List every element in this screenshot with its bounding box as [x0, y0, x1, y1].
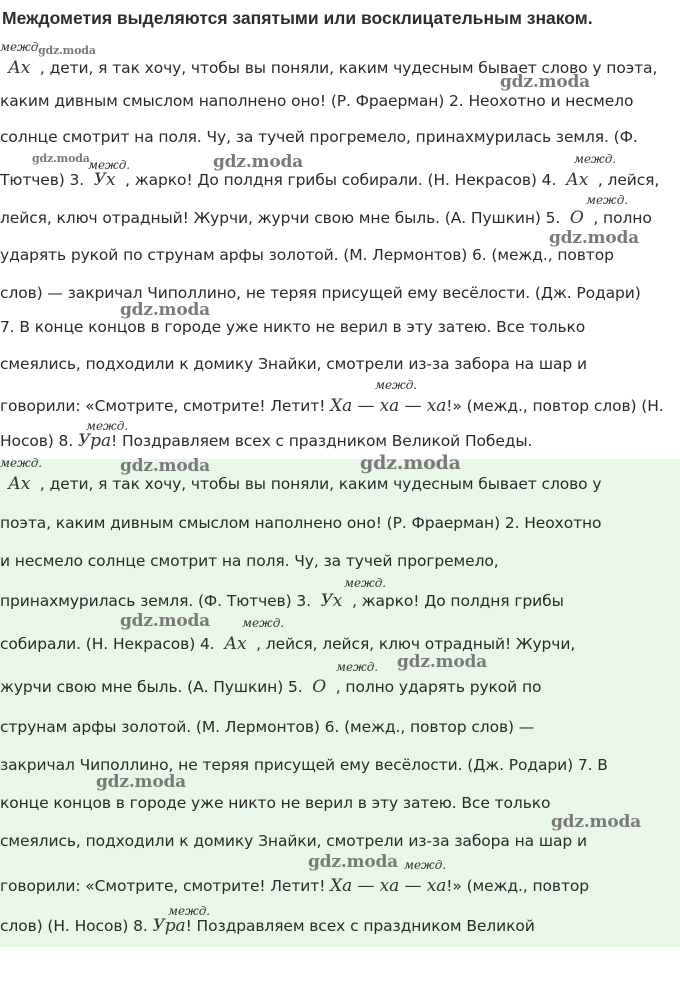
text-line: конце концов в городе уже никто не верил в эту затею. Все только — [0, 794, 551, 812]
text-segment: принахмурилась земля. (Ф. Тютчев) 3. — [0, 592, 311, 610]
page-heading: Междометия выделяются запятыми или восклицательным знаком. — [2, 8, 593, 28]
watermark: gdz.moda — [397, 652, 487, 672]
highlighted-answer-panel — [0, 459, 680, 947]
interjection: Ах — [224, 634, 247, 654]
annotation-label: межд. — [242, 616, 285, 630]
text-line — [0, 876, 589, 896]
text-line — [0, 634, 575, 654]
text-segment: Носов) 8. — [0, 432, 74, 450]
watermark: gdz.moda — [308, 852, 398, 872]
watermark: gdz.moda — [360, 452, 461, 474]
text-segment: слов) (Н. Носов) 8. — [0, 917, 148, 935]
text-segment: собирали. (Н. Некрасов) 4. — [0, 635, 215, 653]
text-segment: говорили: «Смотрите, смотрите! Летит! — [0, 877, 326, 895]
text-line: смеялись, подходили к домику Знайки, смотрели из-за забора на шар и — [0, 832, 587, 850]
watermark: gdz.moda — [38, 44, 96, 57]
text-segment: , полно ударять рукой по — [335, 678, 542, 696]
annotation-label: межд. — [375, 378, 418, 392]
text-segment: , полно — [593, 209, 652, 227]
text-segment: ! Поздравляем всех с праздником Великой — [185, 917, 535, 935]
annotation-label: межд. — [586, 193, 629, 207]
interjection: Ах — [8, 58, 31, 78]
annotation-label: межд. — [344, 576, 387, 590]
text-line — [0, 208, 652, 228]
text-line: каким дивным смыслом наполнено оно! (Р. Фраерман) 2. Неохотно и несмело — [0, 92, 634, 110]
text-segment: !» (межд., повтор слов) (Н. — [446, 397, 664, 415]
annotation-label: межд. — [574, 152, 617, 166]
watermark: gdz.moda — [213, 152, 303, 172]
text-segment: говорили: «Смотрите, смотрите! Летит! — [0, 397, 326, 415]
watermark: gdz.moda — [120, 456, 210, 476]
interjection: О — [569, 208, 584, 228]
annotation-label: межд. — [88, 158, 131, 172]
text-line — [0, 677, 541, 697]
watermark: gdz.moda — [549, 228, 639, 248]
watermark: gdz.moda — [120, 300, 210, 320]
interjection: Ха — ха — ха — [330, 396, 447, 416]
text-line: солнце смотрит на поля. Чу, за тучей прогремело, принахмурилась земля. (Ф. — [0, 128, 638, 146]
interjection: Ух — [93, 170, 116, 190]
annotation-label: межд. — [404, 858, 447, 872]
interjection: Ах — [565, 170, 589, 190]
text-segment: , дети, я так хочу, чтобы вы поняли, каким чудесным бывает слово у поэта, — [39, 59, 658, 77]
watermark: gdz.moda — [500, 72, 590, 92]
text-segment: , лейся, — [597, 171, 660, 189]
text-line: 7. В конце концов в городе уже никто не верил в эту затею. Все только — [0, 318, 586, 336]
watermark: gdz.moda — [96, 772, 186, 792]
text-segment: , жарко! До полдня грибы собирали. (Н. Некрасов) 4. — [125, 171, 557, 189]
interjection: Ура — [77, 431, 111, 451]
text-segment: журчи свою мне быль. (А. Пушкин) 5. — [0, 678, 303, 696]
annotation-label: межд. — [168, 904, 211, 918]
interjection: Ура — [152, 916, 186, 936]
annotation-label: межд. — [0, 456, 43, 470]
interjection: О — [312, 677, 327, 697]
annotation-label: межд. — [0, 40, 43, 54]
text-segment: , жарко! До полдня грибы — [351, 592, 564, 610]
text-segment: , лейся, лейся, ключ отрадный! Журчи, — [256, 635, 576, 653]
watermark: gdz.moda — [120, 611, 210, 631]
text-line — [0, 431, 532, 451]
interjection: Ах — [8, 474, 31, 494]
watermark: gdz.moda — [32, 152, 90, 165]
text-line: слов) — закричал Чиполлино, не теряя присущей ему весёлости. (Дж. Родари) — [0, 284, 641, 302]
text-line — [0, 170, 659, 190]
text-line — [0, 916, 535, 936]
text-line: струнам арфы золотой. (М. Лермонтов) 6. (межд., повтор слов) — — [0, 718, 535, 736]
text-line — [0, 396, 664, 416]
watermark: gdz.moda — [551, 812, 641, 832]
text-line: смеялись, подходили к домику Знайки, смотрели из-за забора на шар и — [0, 355, 587, 373]
annotation-label: межд. — [336, 660, 379, 674]
interjection: Ха — ха — ха — [330, 876, 447, 896]
text-line: закричал Чиполлино, не теряя присущей ему весёлости. (Дж. Родари) 7. В — [0, 756, 608, 774]
text-line: поэта, каким дивным смыслом наполнено оно! (Р. Фраерман) 2. Неохотно — [0, 514, 602, 532]
text-line — [0, 591, 564, 611]
text-segment: ! Поздравляем всех с праздником Великой Победы. — [111, 432, 533, 450]
interjection: Ух — [320, 591, 343, 611]
text-segment: !» (межд., повтор — [446, 877, 590, 895]
text-line — [0, 474, 601, 494]
text-segment: лейся, ключ отрадный! Журчи, журчи свою мне быль. (А. Пушкин) 5. — [0, 209, 561, 227]
text-line: и несмело солнце смотрит на поля. Чу, за тучей прогремело, — [0, 552, 499, 570]
text-segment: Тютчев) 3. — [0, 171, 85, 189]
text-line: ударять рукой по струнам арфы золотой. (М. Лермонтов) 6. (межд., повтор — [0, 246, 614, 264]
text-segment: , дети, я так хочу, чтобы вы поняли, каким чудесным бывает слово у — [39, 475, 602, 493]
annotation-label: межд. — [86, 419, 129, 433]
